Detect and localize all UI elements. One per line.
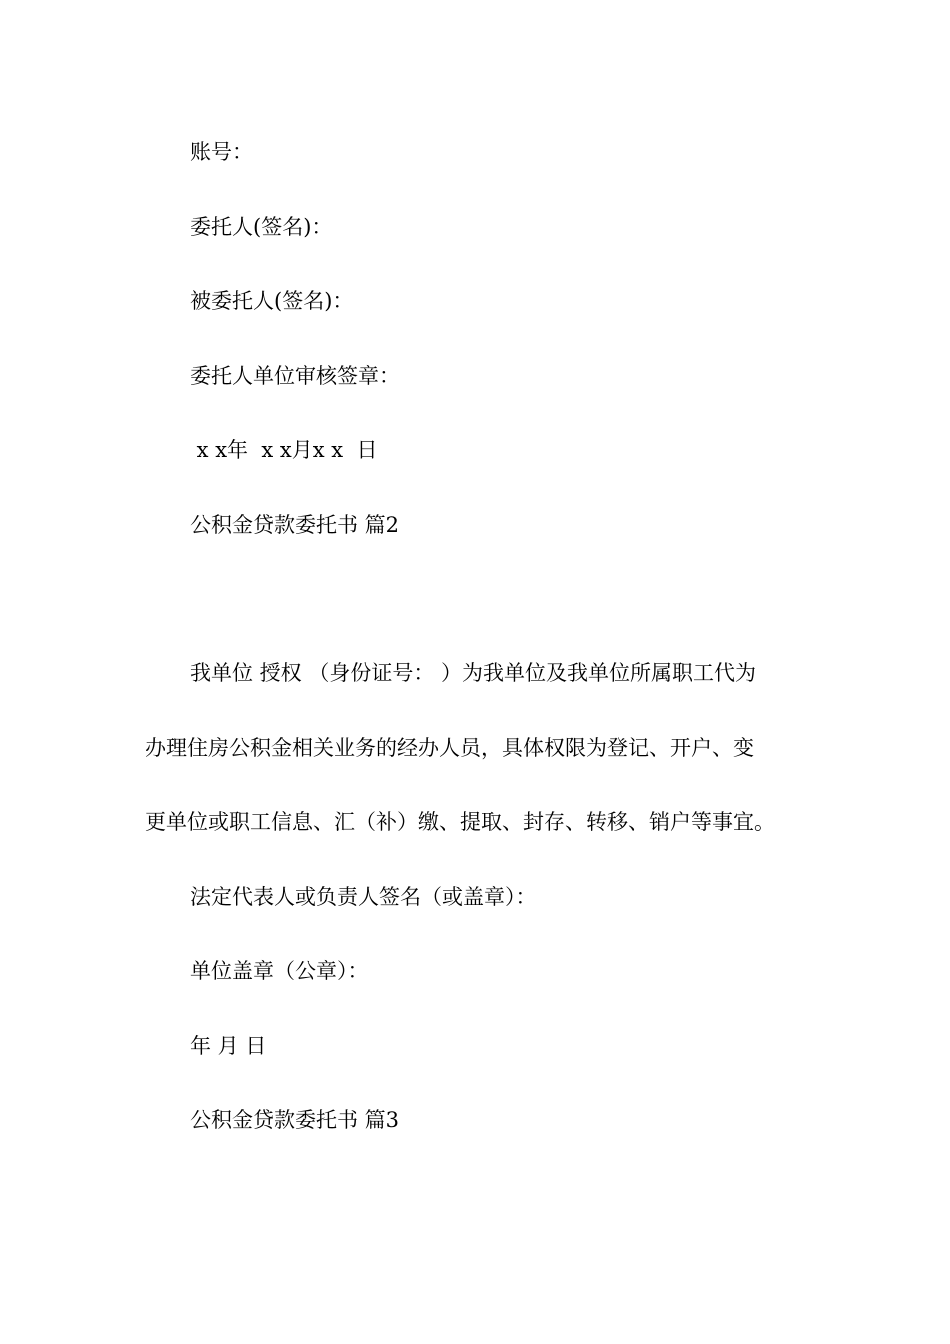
date-line: x x年 x x月x x 日 xyxy=(190,438,378,462)
company-seal-label: 单位盖章（公章）： xyxy=(190,959,369,983)
employer-review-seal-label: 委托人单位审核签章： xyxy=(190,364,400,388)
principal-signature-label: 委托人(签名)： xyxy=(190,215,333,239)
paragraph-line-1: 我单位 授权 （身份证号： ）为我单位及我单位所属职工代为 xyxy=(190,661,757,685)
date-blank-line: 年 月 日 xyxy=(190,1034,267,1058)
paragraph-line-2: 办理住房公积金相关业务的经办人员，具体权限为登记、开户、变 xyxy=(145,736,754,760)
paragraph-line-3: 更单位或职工信息、汇（补）缴、提取、封存、转移、销户等事宜。 xyxy=(145,810,775,834)
agent-signature-label: 被委托人(签名)： xyxy=(190,289,354,313)
section-heading-3: 公积金贷款委托书 篇3 xyxy=(190,1108,400,1132)
section-heading-2: 公积金贷款委托书 篇2 xyxy=(190,513,400,537)
legal-representative-signature-label: 法定代表人或负责人签名（或盖章）： xyxy=(190,885,537,909)
account-number-label: 账号： xyxy=(190,140,253,164)
